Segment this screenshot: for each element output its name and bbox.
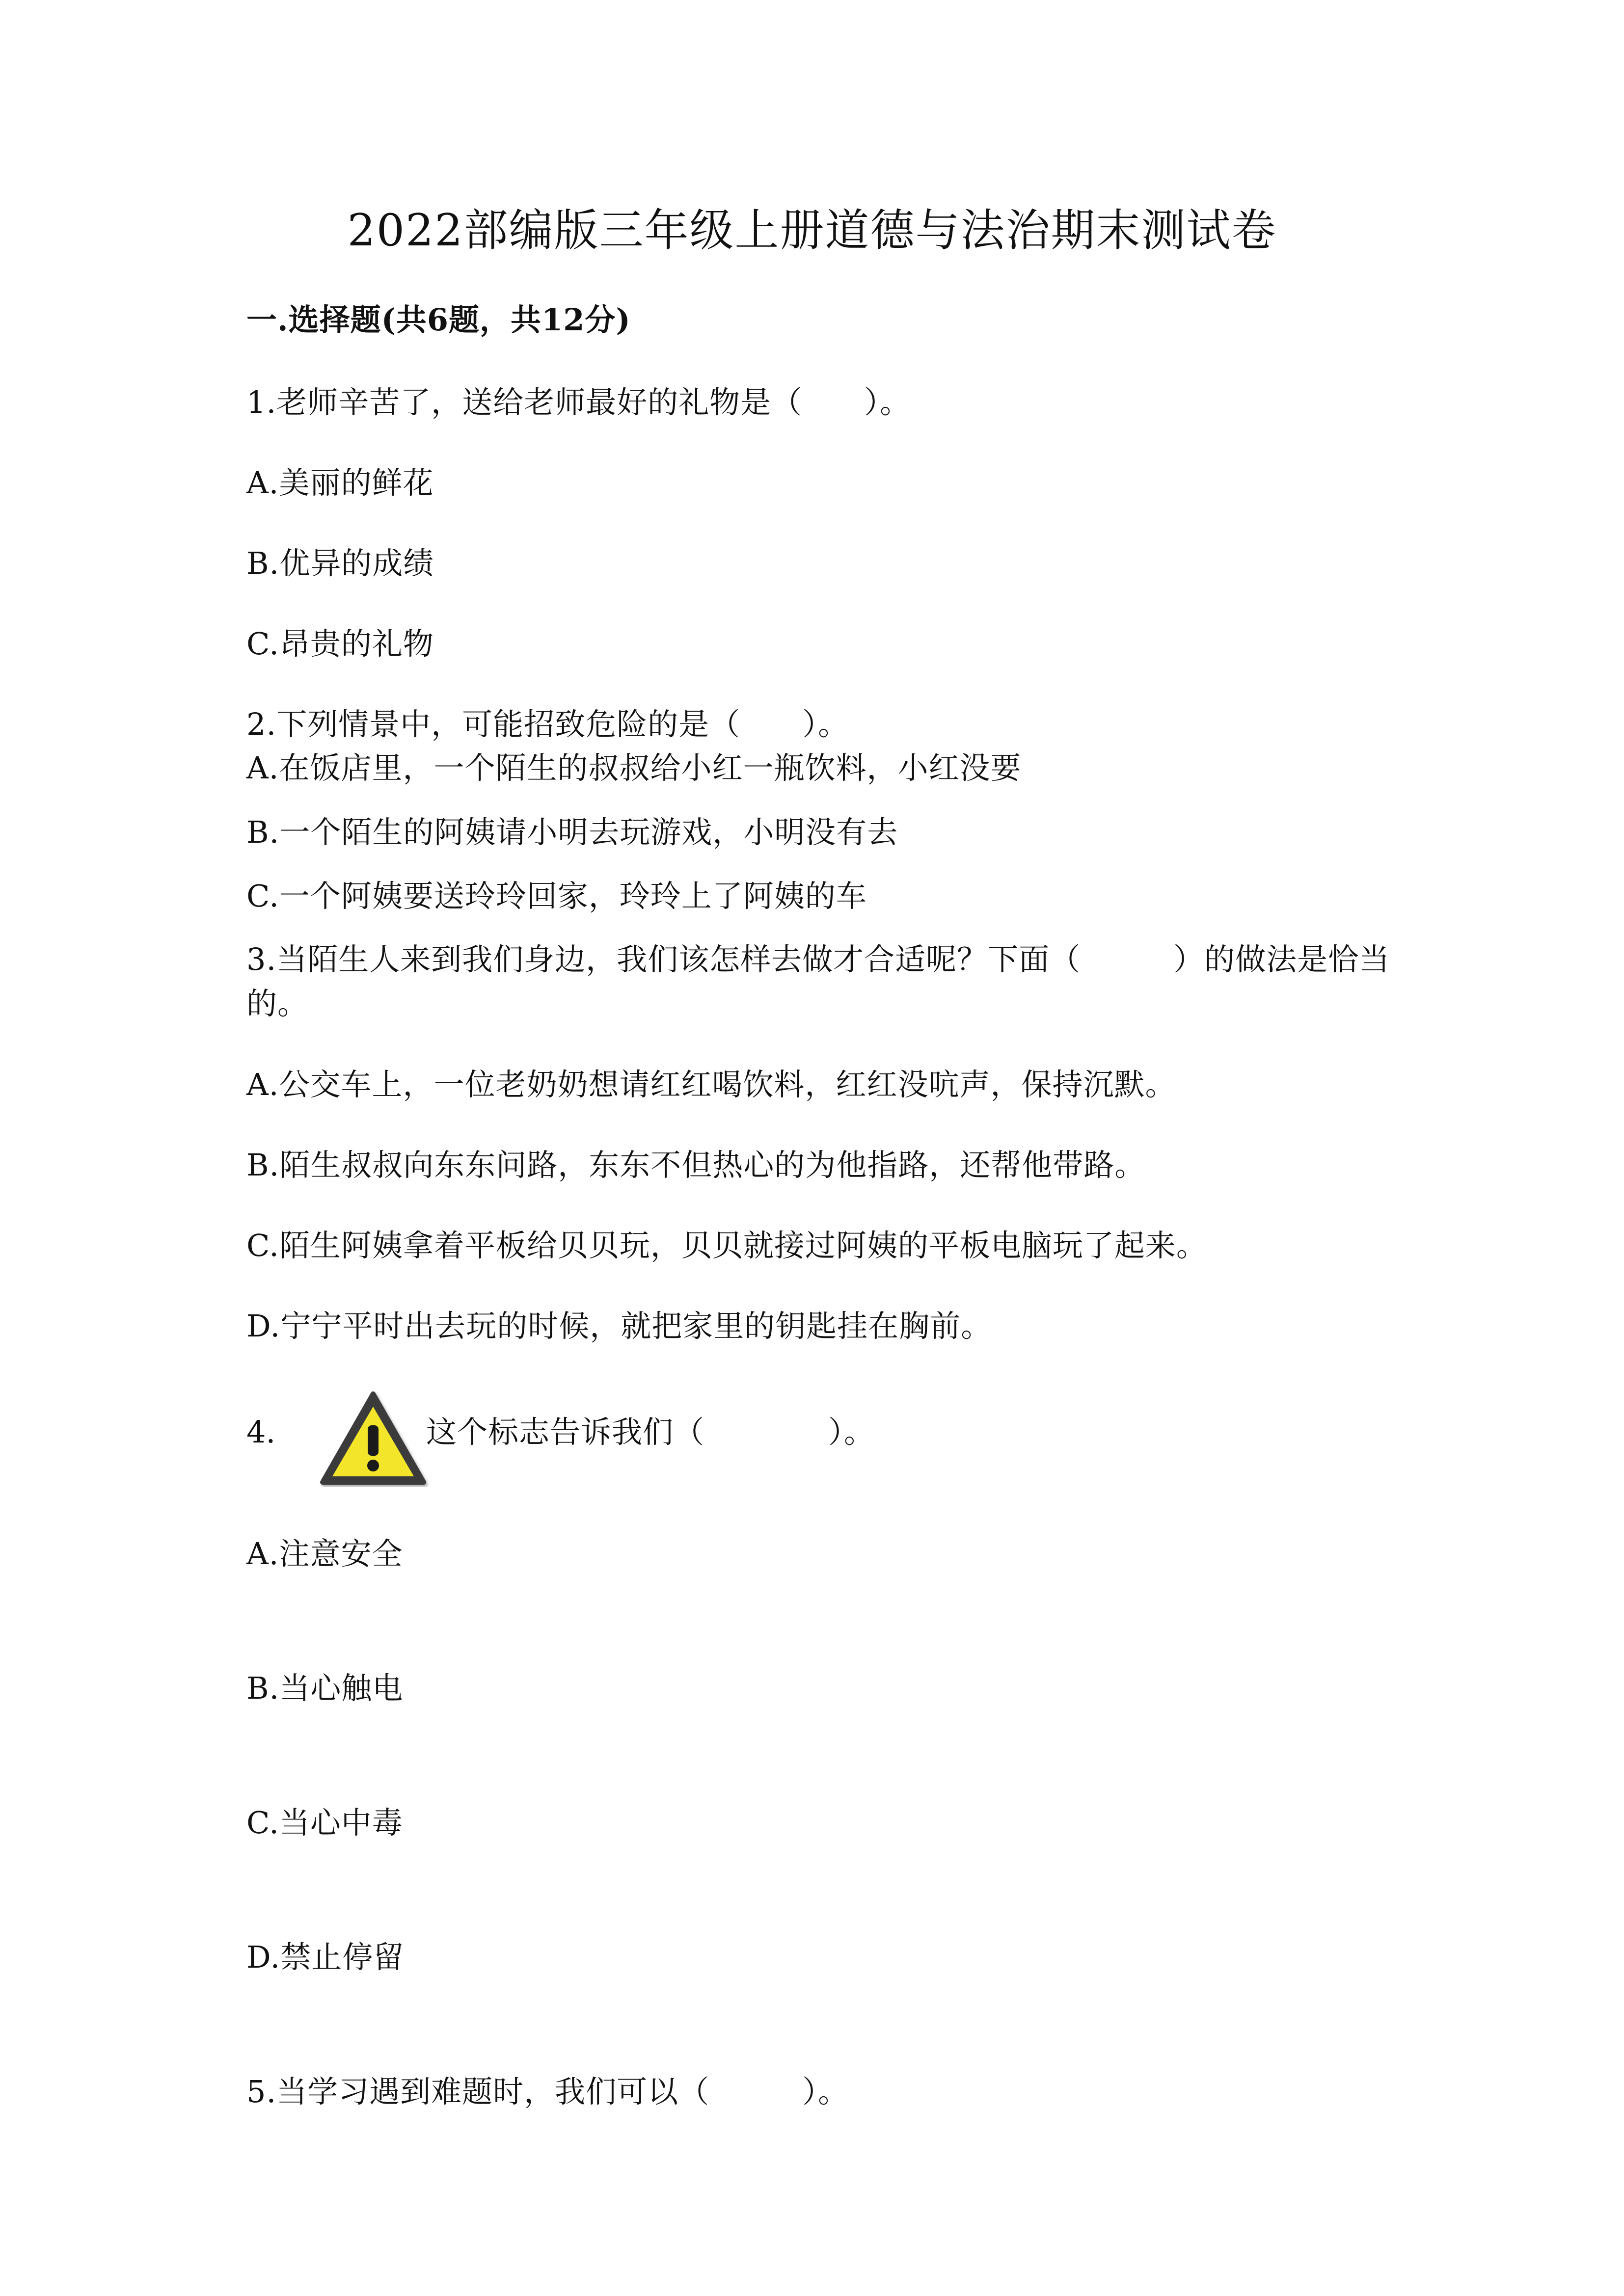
exclamation-bar [368, 1425, 379, 1456]
page-title: 2022部编版三年级上册道德与法治期末测试卷 [347, 205, 1277, 256]
question-2-option-a: A.在饭店里，一个陌生的叔叔给小红一瓶饮料，小红没要 [246, 750, 1022, 786]
question-3-option-b: B.陌生叔叔向东东问路，东东不但热心的为他指路，还帮他带路。 [246, 1147, 1146, 1183]
question-3-option-c: C.陌生阿姨拿着平板给贝贝玩，贝贝就接过阿姨的平板电脑玩了起来。 [246, 1228, 1207, 1263]
question-4-option-a: A.注意安全 [246, 1536, 403, 1572]
question-5-stem: 5.当学习遇到难题时，我们可以（ ）。 [246, 2074, 849, 2109]
question-4-option-c: C.当心中毒 [246, 1805, 403, 1841]
question-2-option-c: C.一个阿姨要送玲玲回家，玲玲上了阿姨的车 [246, 878, 867, 914]
question-3-option-a: A.公交车上，一位老奶奶想请红红喝饮料，红红没吭声，保持沉默。 [246, 1067, 1176, 1102]
question-1-option-b: B.优异的成绩 [246, 545, 434, 581]
question-1-stem: 1.老师辛苦了，送给老师最好的礼物是（ ）。 [246, 384, 911, 420]
question-2-option-b: B.一个陌生的阿姨请小明去玩游戏，小明没有去 [246, 814, 898, 850]
question-1-option-c: C.昂贵的礼物 [246, 626, 434, 662]
question-4-number: 4. [246, 1414, 276, 1450]
warning-sign-icon [317, 1389, 430, 1487]
question-4-stem: 这个标志告诉我们（ ）。 [426, 1414, 875, 1450]
question-4-option-b: B.当心触电 [246, 1670, 404, 1706]
question-4-option-d: D.禁止停留 [246, 1939, 405, 1975]
question-3-stem: 3.当陌生人来到我们身边，我们该怎样去做才合适呢？下面（ ）的做法是恰当的。 [246, 941, 1390, 1021]
section-heading: 一.选择题(共6题，共12分) [246, 302, 631, 338]
exclamation-dot [367, 1460, 379, 1471]
question-2-stem: 2.下列情景中，可能招致危险的是（ ）。 [246, 706, 849, 742]
question-3-option-d: D.宁宁平时出去玩的时候，就把家里的钥匙挂在胸前。 [246, 1308, 992, 1344]
question-1-option-a: A.美丽的鲜花 [246, 465, 434, 501]
